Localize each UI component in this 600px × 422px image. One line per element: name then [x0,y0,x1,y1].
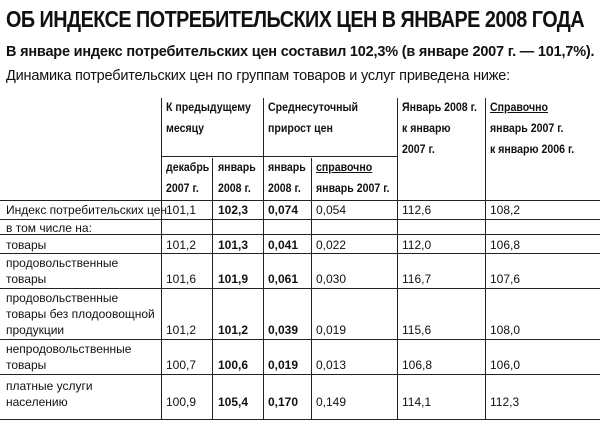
table-cell: 0,039 [268,323,299,337]
table-cell: 108,0 [490,323,521,337]
header-avg-daily-line2: прирост цен [268,123,333,135]
row-label-line: товары [6,238,47,252]
header-reference-line2: январь 2007 г. [490,123,564,135]
header-prev-month-line2: месяцу [166,123,205,135]
row-label-line: в том числе на: [6,221,92,235]
table-cell: 106,8 [402,358,433,372]
header-avg-daily [268,98,358,140]
row-label-line: продовольственные [6,291,119,305]
table-cell: 101,2 [166,323,197,337]
row-label-line: товары [6,358,47,372]
table-cell: 0,149 [316,395,347,409]
row-label-goods [6,237,46,253]
row-divider [0,419,600,420]
table-cell: 105,4 [218,395,249,409]
column-divider [311,158,312,420]
header-reference [490,98,574,161]
table-cell: 112,3 [490,395,520,409]
table-cell: 101,1 [166,203,197,217]
header-prev-month-line1: К предыдущему [166,102,251,114]
subheader-dec2007-line1: декабрь [166,162,210,174]
row-label-food [6,255,118,287]
row-label-line: непродовольственные [6,342,132,356]
table-cell: 108,2 [490,203,521,217]
table-cell: 0,061 [268,272,299,286]
table-cell: 100,9 [166,395,197,409]
row-label-line: товары [6,272,47,286]
subheader-jan2008-line1: январь [218,162,256,174]
column-divider [485,98,486,420]
row-label-food-no-veg [6,290,155,338]
row-label-line: Индекс потребительских цен [6,203,168,217]
table-cell: 114,1 [402,395,432,409]
row-label-line: платные услуги [6,379,93,393]
column-divider [161,98,162,420]
header-jan-line1: Январь 2008 г. [402,102,477,114]
table-cell: 101,2 [166,238,197,252]
row-divider [0,374,600,375]
table-cell: 112,6 [402,203,432,217]
header-jan-line3: 2007 г. [402,144,435,156]
header-jan-line2: к январю [402,123,451,135]
table-cell: 116,7 [402,272,432,286]
table-cell: 0,074 [268,203,299,217]
subheader-ref-jan2007 [316,158,389,200]
table-cell: 115,6 [402,323,432,337]
subheader-jan2008-line2: 2008 г. [218,183,251,195]
header-jan2008-vs-jan2007 [402,98,477,161]
row-label-nonfood [6,341,131,373]
subheader-dec2007-line2: 2007 г. [166,183,199,195]
header-reference-line3: к январю 2006 г. [490,144,575,156]
table-cell: 101,6 [166,272,197,286]
row-divider [0,288,600,289]
header-divider [161,156,397,157]
row-label-line: продукции [6,323,65,337]
subheader-ref-line1: справочно [316,162,373,174]
table-cell: 112,0 [402,238,432,252]
table-cell: 0,022 [316,238,347,252]
table-cell: 106,0 [490,358,521,372]
table-cell: 0,030 [316,272,347,286]
table-cell: 0,170 [268,395,299,409]
row-divider [0,200,600,201]
table-cell: 0,041 [268,238,299,252]
header-prev-month [166,98,251,140]
table-cell: 101,2 [218,323,249,337]
table-cell: 100,6 [218,358,249,372]
page-title: ОБ ИНДЕКСЕ ПОТРЕБИТЕЛЬСКИХ ЦЕН В ЯНВАРЕ 2008 ГОДА [6,6,585,32]
table-cell: 102,3 [218,203,249,217]
subheader-jan2008 [218,158,256,200]
table-cell: 101,3 [218,238,249,252]
lead-paragraph: В январе индекс потребительских цен составил 102,3% (в январе 2007 г. — 101,7%). [6,44,595,60]
row-label-line: продовольственные [6,256,119,270]
subheader-jan2008-avg-line1: январь [268,162,306,174]
header-avg-daily-line1: Среднесуточный [268,102,359,114]
table-cell: 0,019 [268,358,299,372]
subheader-jan2008-avg-line2: 2008 г. [268,183,301,195]
row-divider [0,253,600,254]
row-label-including [6,220,92,236]
table-cell: 107,6 [490,272,521,286]
table-cell: 0,054 [316,203,347,217]
subheader-jan2008-avg [268,158,306,200]
row-label-line: населению [6,395,68,409]
table-cell: 0,019 [316,323,347,337]
row-label-services [6,378,93,410]
subheader-ref-line2: январь 2007 г. [316,183,390,195]
column-divider [397,98,398,420]
column-divider [263,98,264,420]
table-cell: 101,9 [218,272,249,286]
column-divider [212,158,213,420]
table-cell: 106,8 [490,238,521,252]
table-intro: Динамика потребительских цен по группам товаров и услуг приведена ниже: [6,68,510,84]
row-label-cpi [6,202,167,218]
table-cell: 100,7 [166,358,197,372]
header-reference-line1: Справочно [490,102,548,114]
subheader-dec2007 [166,158,209,200]
row-label-line: товары без плодоовощной [6,307,155,321]
row-divider [0,339,600,340]
table-cell: 0,013 [316,358,347,372]
